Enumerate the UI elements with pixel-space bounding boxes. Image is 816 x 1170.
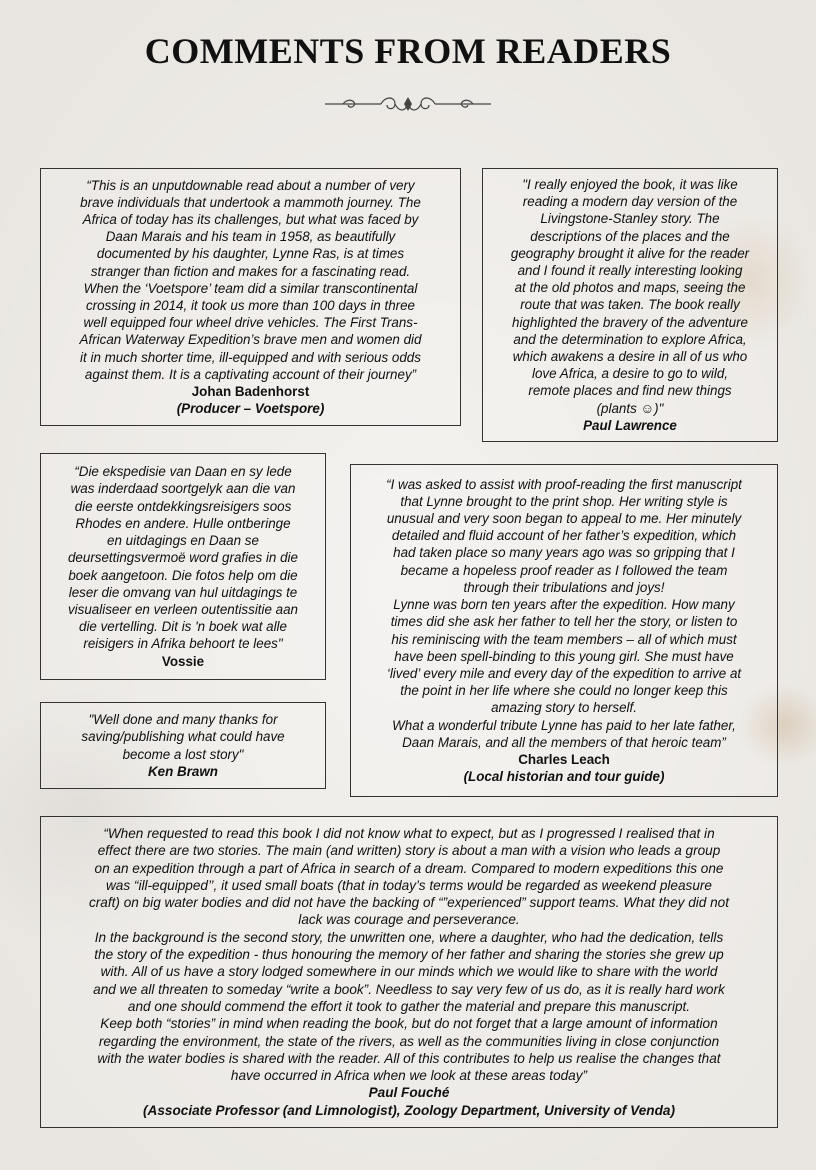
review-box-vossie: [40, 453, 326, 680]
scroll-ornament-icon: [323, 92, 493, 116]
review-author: Paul Lawrence: [583, 417, 677, 433]
review-quote: "I really enjoyed the book, it was like reading a modern day version of the Livingstone-Stanley story. The descriptions of the places and the geography brought it alive for the reader and I found it really interesting looking at the old photos and maps, seeing the route that was taken. The book really highlighted the bravery of the adventure and the determination to explore Africa, which awakens a desire in all of us who love Africa, a desire to go to wild, remote places and find new things (plants ☺)": [510, 176, 750, 416]
review-author: Johan Badenhorst: [191, 384, 310, 400]
review-quote: “Die ekspedisie van Daan en sy lede was inderdaad soortgelyk aan die van die eerste ontdekkingsreisigers soos Rhodes en andere. Hulle ontberinge en uitdagings en Daan se deursettingsvermoë word grafies in die boek aangetoon. Die fotos help om die leser die omvang van hul uitdagings te visualiseer en verleen outentissitie aan die vertelling. Dit is 'n boek wat alle reisigers in Afrika behoort te lees": [67, 464, 298, 652]
review-box-paul-lawrence: [482, 168, 778, 442]
review-author: Charles Leach: [518, 751, 610, 767]
review-box-charles-leach: [350, 464, 778, 797]
review-author: Ken Brawn: [148, 763, 218, 779]
review-box-johan-badenhorst: [40, 168, 461, 426]
review-quote: “When requested to read this book I did not know what to expect, but as I progressed I realised that in effect there are two stories. The main (and written) story is about a man with a vision who leads a group on an expedition through a part of Africa in search of a dream. Compared to modern expeditions this one was “ill-equipped’’, it used small boats (that in today’s terms would be regarded as weekend pleasure craft) on big water bodies and did not have the backing of “”experienced” support teams. What they did not lack was courage and perseverance. In the background is the second story, the unwritten one, where a daughter, who had the dedication, tells the story of the expedition - thus honouring the memory of her father and sharing the stories she grew up with. All of us have a story lodged somewhere in our minds which we would like to share with the world and we all threaten to someday “write a book”. Needless to say very few of us do, as it is really hard work and one should commend the effort it took to gather the material and prepare this manuscript. Keep both “stories” in mind when reading the book, but do not forget that a large amount of information regarding the environment, the state of the rivers, as well as the communities living in close conjunction with the water bodies is shared with the reader. All of this contributes to help us realise the changes that have occurred in Africa when we look at these areas today”: [88, 825, 730, 1084]
review-affiliation: (Producer – Voetspore): [176, 401, 325, 417]
review-quote: “This is an unputdownable read about a number of very brave individuals that undertook a mammoth journey. The Africa of today has its challenges, but what was faced by Daan Marais and his team in 1958, as beautifully documented by his daughter, Lynne Ras, is at times stranger than fiction and makes for a fascinating read. When the ‘Voetspore’ team did a similar transcontinental crossing in 2014, it took us more than 100 days in three well equipped four wheel drive vehicles. The First Trans- African Waterway Expedition’s brave men and women did it in much shorter time, ill-equipped and with serious odds against them. It is a captivating account of their journey”: [79, 177, 422, 382]
review-quote: “I was asked to assist with proof-reading the first manuscript that Lynne brought to the print shop. Her writing style is unusual and very soon began to appeal to me. Her minutely detailed and fluid account of her father’s expedition, which had taken place so many years ago was so gripping that I became a hopeless proof reader as I followed the team through their tribulations and joys! Lynne was born ten years after the expedition. How many times did she ask her father to tell her the story, or listen to his reminiscing with the team members – all of which must have been spell-binding to this young girl. She must have ‘lived’ every mile and every day of the expedition to arrive at the point in her life where she could no longer keep this amazing story to herself. What a wonderful tribute Lynne has paid to her late father, Daan Marais, and all the members of that heroic team”: [386, 476, 742, 750]
review-quote: "Well done and many thanks for saving/publishing what could have become a lost story": [81, 712, 285, 762]
review-affiliation: (Associate Professor (and Limnologist), Zoology Department, University of Venda): [143, 1102, 675, 1118]
review-author: Vossie: [161, 653, 205, 669]
review-author: Paul Fouché: [368, 1085, 450, 1101]
review-box-paul-fouche: [40, 816, 778, 1128]
review-box-ken-brawn: [40, 702, 326, 789]
page-title: COMMENTS FROM READERS: [144, 31, 672, 71]
review-affiliation: (Local historian and tour guide): [463, 769, 665, 785]
